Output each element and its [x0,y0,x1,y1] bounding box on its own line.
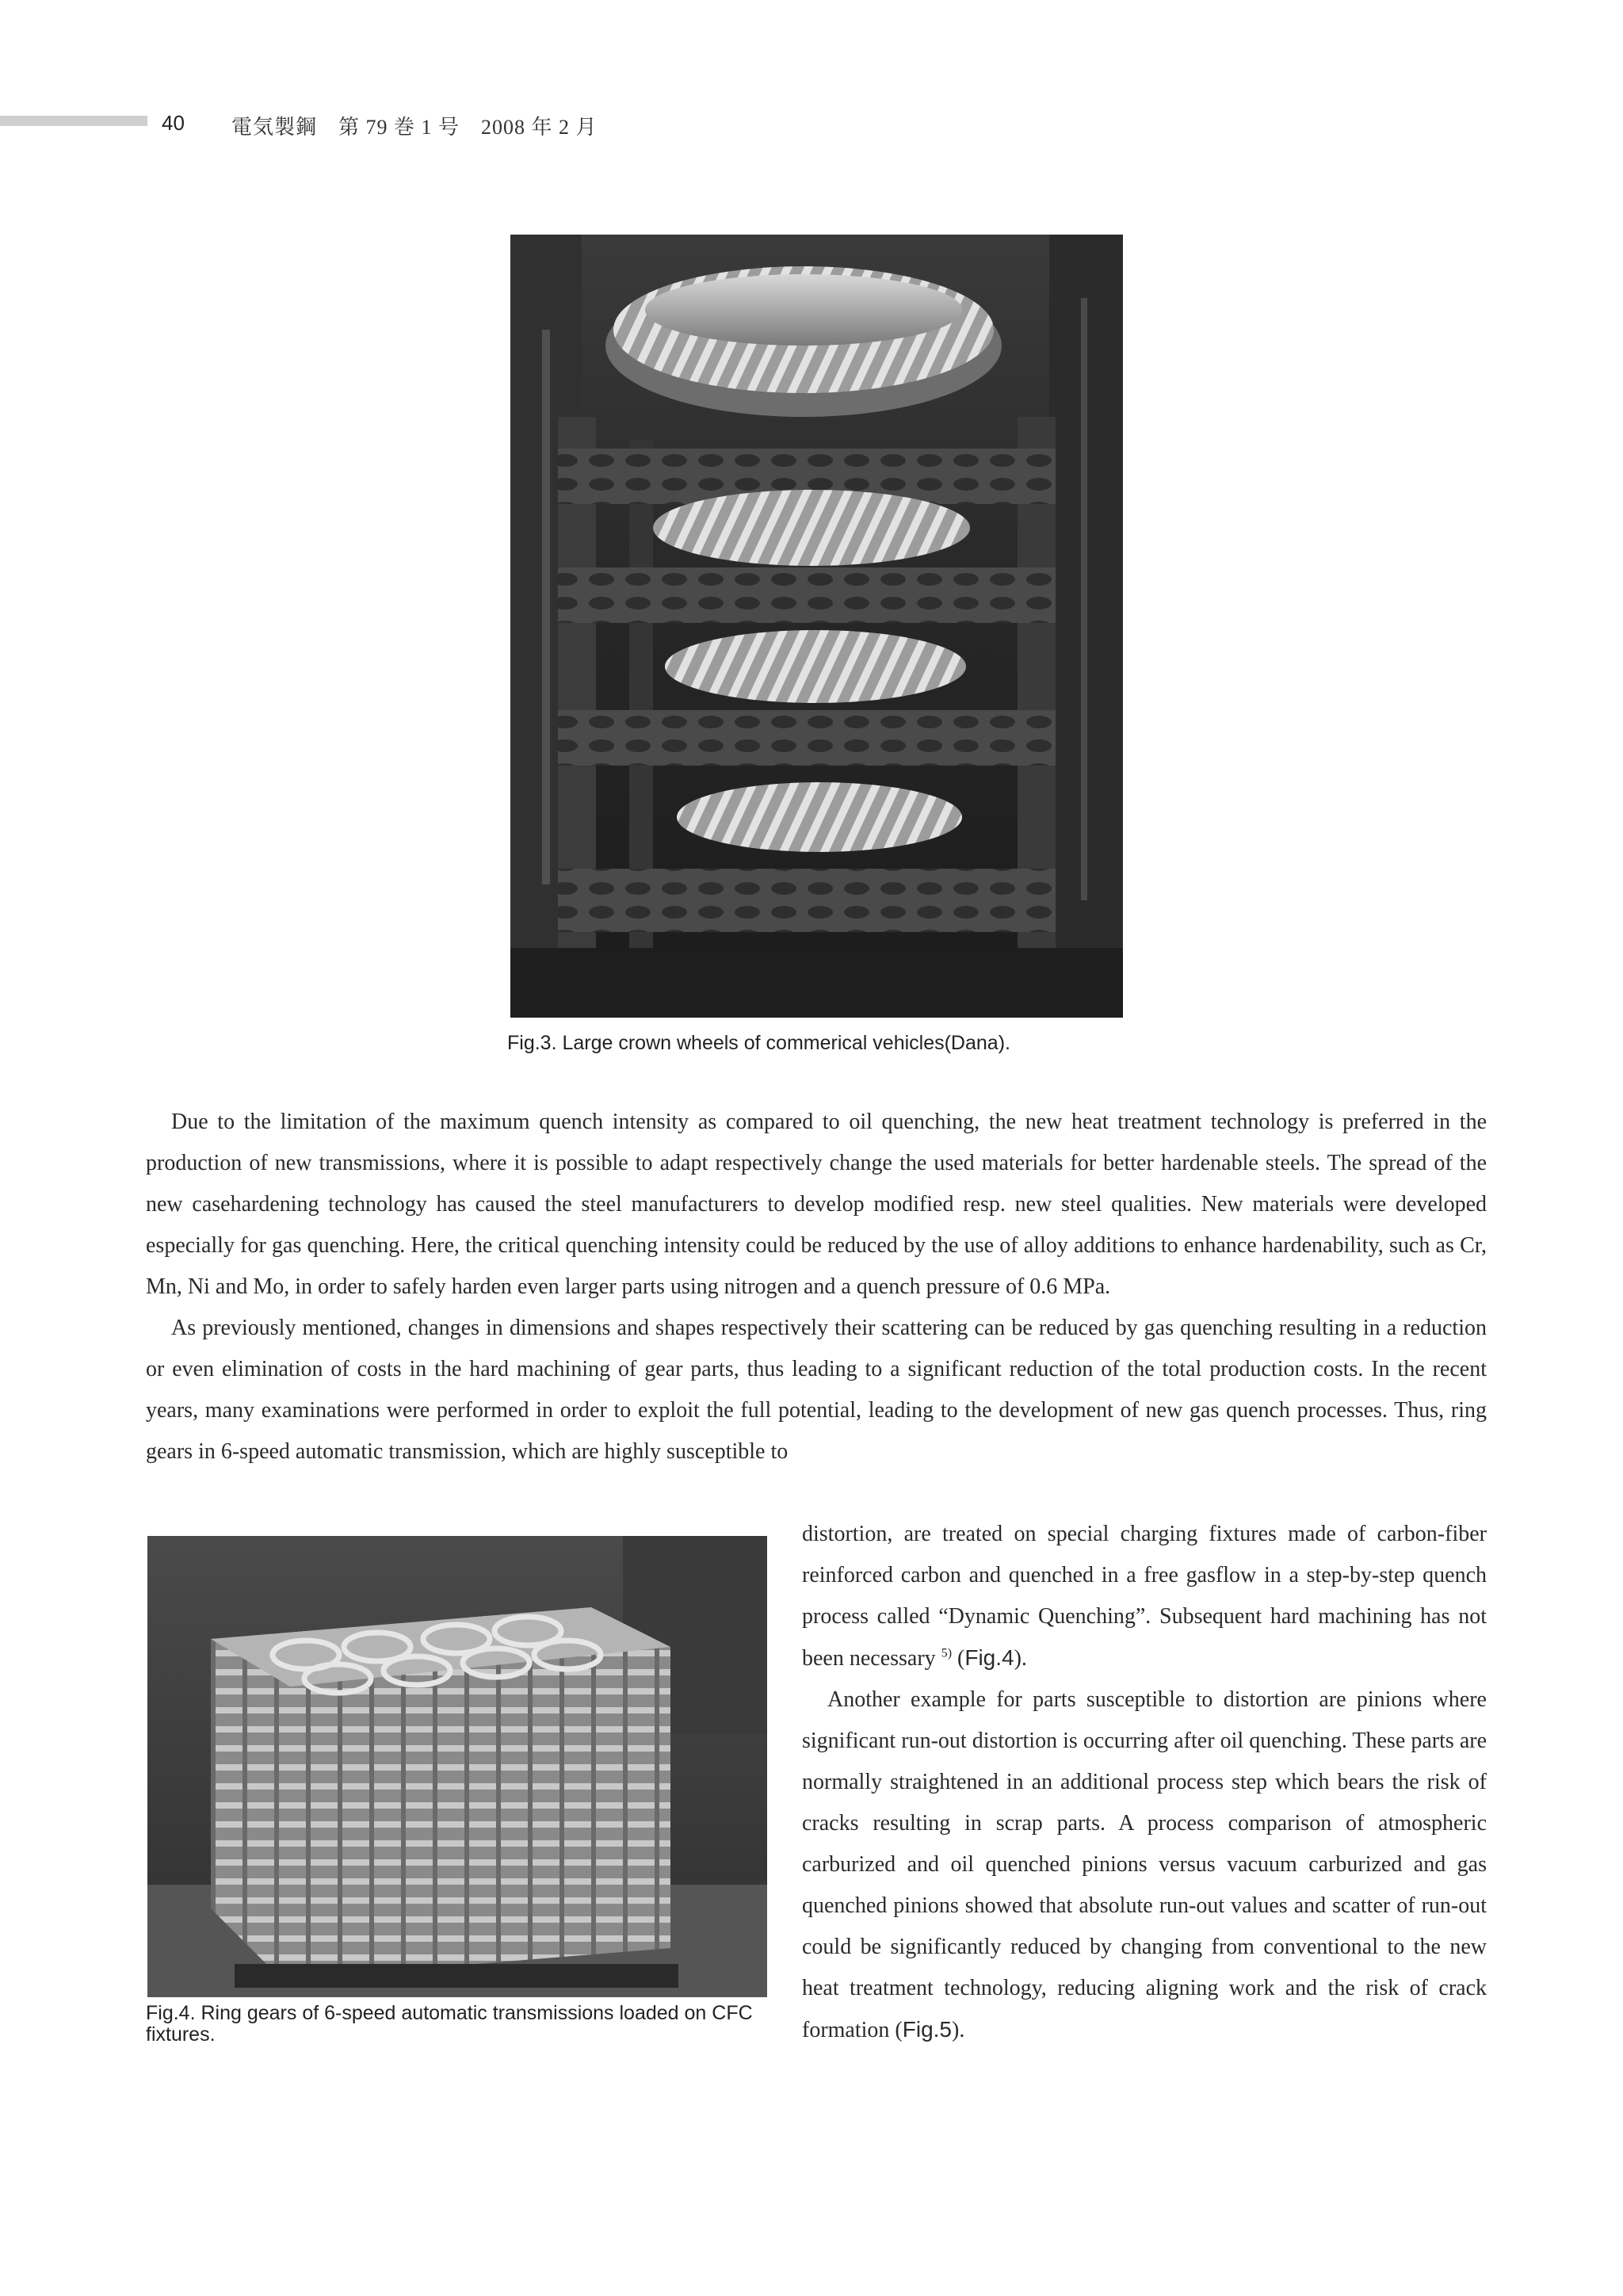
paragraph-2: As previously mentioned, changes in dimensions and shapes respectively their scattering can be reduced by gas quenching resulting in a reduction or even elimination of costs in the hard machining of gear parts, thus leading to a significant reduction of the total production costs. In the recent years, many examinations were performed in order to exploit the full potential, leading to the development of new gas quench processes. Thus, ring gears in 6-speed automatic transmission, which are highly susceptible to [146,1316,1487,1464]
figure-3-photo [510,235,1123,1018]
header-rule [0,116,147,126]
body-text-right-column [802,1514,1487,2051]
journal-header: 電気製鋼 第 79 巻 1 号 2008 年 2 月 [231,116,598,139]
figure-4-photo [147,1536,767,1997]
paragraph-3-text: Another example for parts susceptible to distortion are pinions where significant run-out distortion is occurring after oil quenching. These parts are normally straightened in an additional process step which bears the risk of cracks resulting in scrap parts. A process comparison of atmospheric carburized and oil quenched pinions versus vacuum carburized and gas quenched pinions showed that absolute run-out values and scatter of run-out could be significantly reduced by changing from conventional to the new heat treatment technology, reducing aligning work and the risk of crack formation [802,1687,1487,2042]
paragraph-2-cont-text: distortion, are treated on special charging fixtures made of carbon-fiber reinforced carbon and quenched in a free gasflow in a step-by-step quench process called “Dynamic Quenching”. Subsequent hard machining has not been necessary [802,1522,1487,1671]
reference-5: 5) [941,1646,953,1660]
page-number: 40 [162,111,185,135]
paragraph-1: Due to the limitation of the maximum quench intensity as compared to oil quenching, the new heat treatment technology is preferred in the production of new transmissions, where it is possible to adapt respectively change the used materials for better hardenable steels. The spread of the new casehardening technology has caused the steel manufacturers to develop modified resp. new steel qualities. New materials were developed especially for gas quenching. Here, the critical quenching intensity could be reduced by the use of alloy additions to enhance hardenability, such as Cr, Mn, Ni and Mo, in order to safely harden even larger parts using nitrogen and a quench pressure of 0.6 MPa. [146,1110,1487,1299]
figure-3-caption: Fig.3. Large crown wheels of commerical vehicles(Dana). [507,1032,1010,1054]
ring-gears-illustration [147,1536,767,1997]
fig-5-reference: Fig.5 [902,2017,952,2042]
paragraph-3: Another example for parts susceptible to distortion are pinions where significant run-out distortion is occurring after oil quenching. These parts are normally straightened in an additional process step which bears the risk of cracks resulting in scrap parts. A process comparison of atmospheric carburized and oil quenched pinions versus vacuum carburized and gas quenched pinions showed that absolute run-out values and scatter of run-out could be significantly reduced by changing from conventional to the new heat treatment technology, reducing aligning work and the risk of crack formation (Fig.5). [802,1687,1487,2042]
fig-4-reference: Fig.4 [964,1645,1014,1670]
body-text-full-width [146,1102,1487,1473]
paragraph-2-continued: distortion, are treated on special charging fixtures made of carbon-fiber reinforced carbon and quenched in a free gasflow in a step-by-step quench process called “Dynamic Quenching”. Subsequent hard machining has not been necessary $^{5)}$ (Fig.4). [802,1522,1487,1671]
figure-4-caption: Fig.4. Ring gears of 6-speed automatic transmissions loaded on CFC fixtures. [146,2002,753,2046]
crown-wheels-illustration [510,235,1123,1018]
